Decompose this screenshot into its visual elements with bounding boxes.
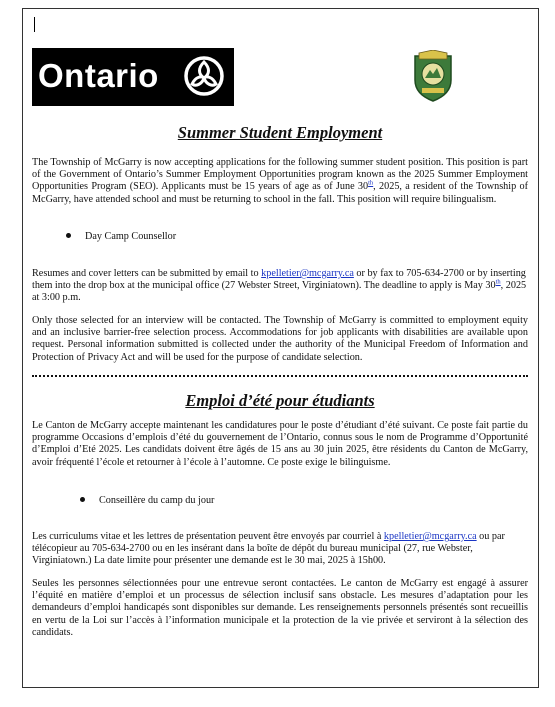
- french-title: Emploi d’été pour étudiants: [185, 391, 375, 410]
- section-divider: [32, 375, 528, 377]
- english-notice: Only those selected for an interview will be contacted. The Township of McGarry is committed to employment equity and an inclusive barrier-free selection process. Accommodations for job applicants with disabilities are available upon request. Personal information submitted is collected under the authority of the Municipal Freedom of Information and Protection of Privacy Act and will be used for the purpose of candidate selection.: [32, 315, 528, 363]
- bullet-icon: [80, 497, 85, 502]
- english-intro: The Township of McGarry is now accepting applications for the following summer student position. This position is part of the Government of Ontario’s Summer Employment Opportunities program known as the 2025 Summer Employment Opportunities Program (SEO). Applicants must be 15 years of age as of June 30th, 2025, a resident of the Township of McGarry, have attended school and must be returning to school in the fall. This position will require bilingualism.: [32, 157, 528, 205]
- french-notice: Seules les personnes sélectionnées pour une entrevue seront contactées. Le canton de McGarry est engagé à assurer l’équité en matière d’emploi et un processus de sélection inclusif sans obstacle. Les mesures d’adaptation pour les demandeurs d’emploi handicapés sont disponibles sur demande. Les renseignements personnels présentés sont recueillis en vertu de la Loi sur l’accès à l’information municipale et la protection de la vie privée et serviront à la sélection des candidats.: [32, 578, 528, 638]
- french-intro: Le Canton de McGarry accepte maintenant les candidatures pour le poste d’étudiant d’été suivant. Ce poste fait partie du programme Occasions d’emplois d’été du gouvernement de l’Ontario, connus sous le nom de Programme d’Opportunité d’Emploi d’Eté 2025. Les candidats doivent être âgés de 15 ans au 30 juin 2025, être résidents du Canton de McGarry, avoir fréquenté l’école et retourner à l’école à l’automne. Ce poste exige le bilinguisme.: [32, 420, 528, 468]
- township-crest-icon: [411, 50, 455, 102]
- french-position-bullet: Conseillère du camp du jour: [80, 495, 214, 507]
- ontario-wordmark: Ontario: [38, 57, 159, 94]
- english-position-bullet: Day Camp Counsellor: [66, 231, 176, 243]
- trillium-icon: [184, 56, 224, 96]
- bullet-icon: [66, 233, 71, 238]
- text-cursor: [34, 17, 35, 32]
- french-email-link[interactable]: kpelletier@mcgarry.ca: [383, 531, 477, 542]
- ontario-logo: [32, 48, 234, 106]
- french-apply: Les curriculums vitae et les lettres de présentation peuvent être envoyés par courriel à kpelletier@mcgarry.ca ou par télécopieur au 705-634-2700 ou en les insérant dans la boîte de dépôt du bureau municipal (27, rue Webster, Virginiatown.) La date limite pour présenter une demande est le 30 mai, 2025 à 15h00.: [32, 531, 505, 567]
- english-title: Summer Student Employment: [177, 123, 383, 142]
- english-apply: Resumes and cover letters can be submitted by email to kpelletier@mcgarry.ca or by fax to 705-634-2700 or by inserting them into the drop box at the municipal office (27 Webster Street, Virginiatown). The deadline to apply is May 30th, 2025 at 3:00 p.m.: [32, 268, 527, 304]
- english-email-link[interactable]: kpelletier@mcgarry.ca: [261, 268, 354, 279]
